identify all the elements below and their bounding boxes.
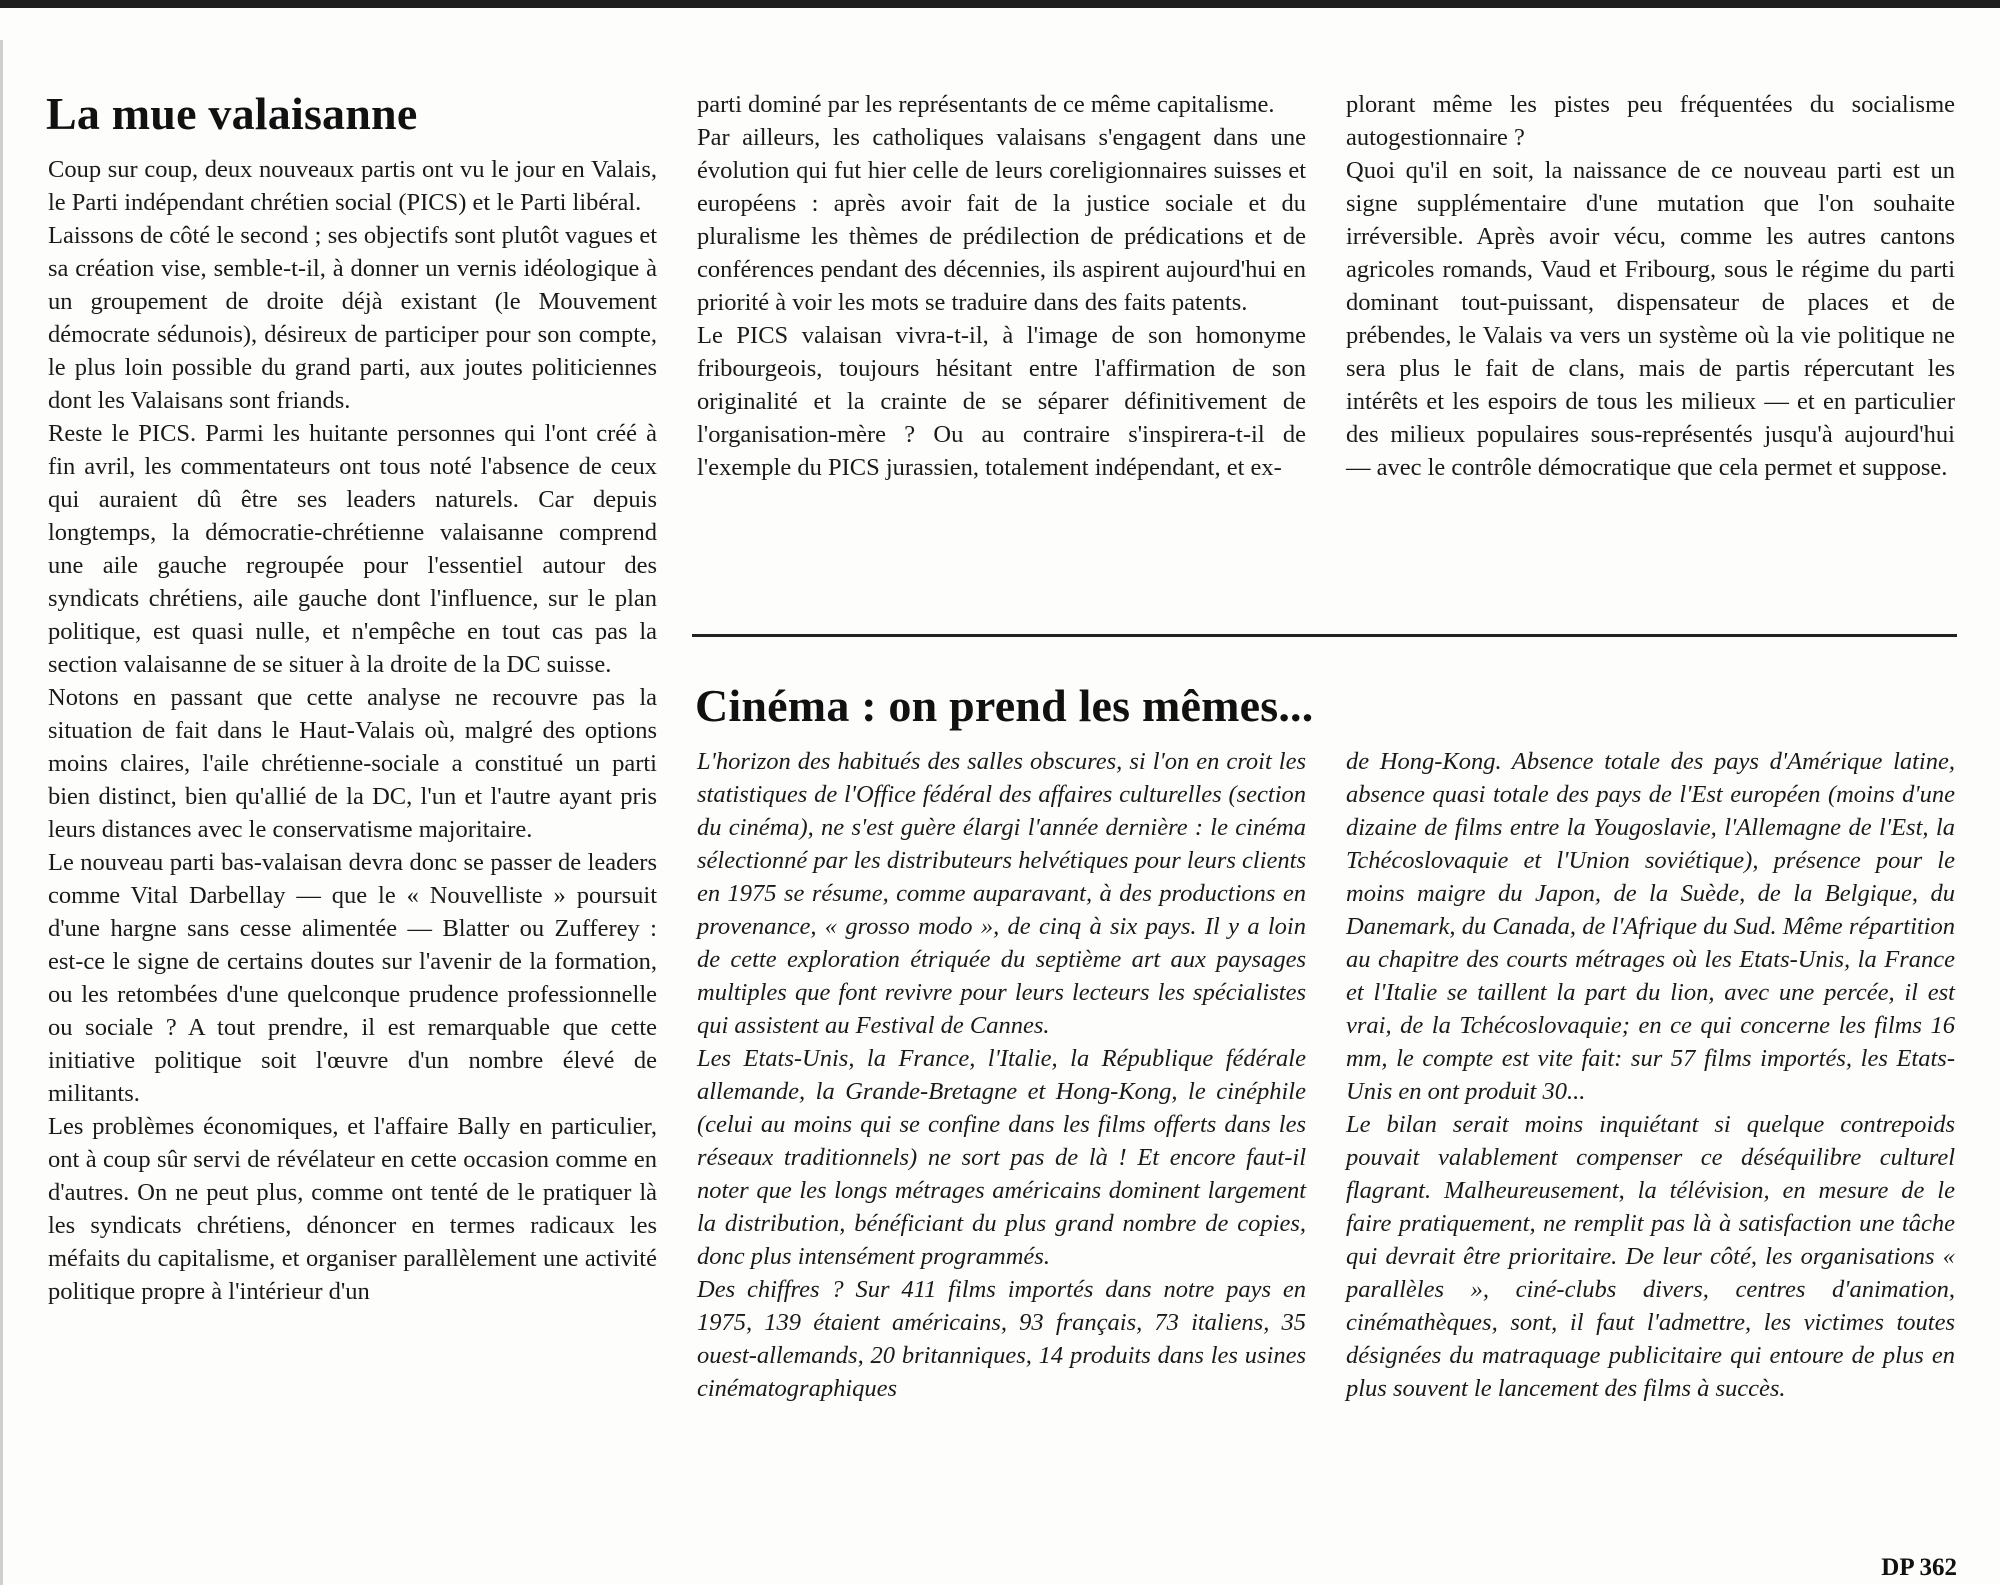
- paragraph: L'horizon des habitués des salles obscures, si l'on en croit les statistiques de l'Office fédéral des affaires culturelles (section du cinéma), ne s'est guère élargi l'année dernière : le cinéma sélectionné par les distributeurs helvétiques pour leurs clients en 1975 se résume, comme auparavant, à des productions en provenance, « grosso modo », de cinq à six pays. Il y a loin de cette exploration étriquée du septième art aux paysages multiples que font revivre pour leurs lecteurs les spécialistes qui assistent au Festival de Cannes.: [697, 748, 1307, 1039]
- paragraph: Par ailleurs, les catholiques valaisans s'engagent dans une évolution qui fut hier celle de leurs coreligionnaires suisses et européens : après avoir fait de la justice sociale et du pluralisme les thèmes de prédilection de prédications et de conférences pendant des décennies, ils aspirent aujourd'hui en priorité à voir les mots se traduire dans des faits patents.: [697, 124, 1306, 316]
- top-border: [0, 0, 2000, 8]
- article-title-mue-valaisanne: La mue valaisanne: [46, 88, 418, 139]
- article-title-cinema: Cinéma : on prend les mêmes...: [695, 680, 1314, 731]
- paragraph: Le bilan serait moins inquiétant si quelque contrepoids pouvait valablement compenser ce déséquilibre culturel flagrant. Malheureusement, la télévision, en mesure de le faire pratiquement, ne remplit pas là à satisfaction une tâche qui devrait être prioritaire. De leur côté, les organisations « parallèles », ciné-clubs divers, centres d'animation, cinémathèques, sont, il faut l'admettre, les victimes toutes désignées du matraquage publicitaire qui entoure de plus en plus souvent le lancement des films à succès.: [1346, 1111, 1955, 1402]
- article1-column-3: [1346, 88, 1955, 484]
- paragraph: de Hong-Kong. Absence totale des pays d'Amérique latine, absence quasi totale des pays de l'Est européen (moins d'une dizaine de films entre la Yougoslavie, l'Allemagne de l'Est, la Tchécoslovaquie et l'Union soviétique), présence pour le moins maigre du Japon, de la Suède, de la Belgique, du Danemark, du Canada, de l'Afrique du Sud. Même répartition au chapitre des courts métrages où les Etats-Unis, la France et l'Italie se taillent la part du lion, avec une percée, il est vrai, de la Tchécoslovaquie; en ce qui concerne les films 16 mm, le compte est vite fait: sur 57 films importés, les Etats-Unis en ont produit 30...: [1346, 748, 1955, 1105]
- page-edge-shadow: [0, 40, 3, 1585]
- paragraph: Laissons de côté le second ; ses objectifs sont plutôt vagues et sa création vise, semble-t-il, à donner un vernis idéologique à un groupement de droite déjà existant (le Mouvement démocrate sédunois), désireux de participer pour son compte, le plus loin possible du grand parti, aux joutes politiciennes dont les Valaisans sont friands.: [48, 222, 657, 414]
- paragraph: Le nouveau parti bas-valaisan devra donc se passer de leaders comme Vital Darbellay — que le « Nouvelliste » poursuit d'une hargne sans cesse alimentée — Blatter ou Zufferey : est-ce le signe de certains doutes sur l'avenir de la formation, ou les retombées d'une quelconque prudence professionnelle ou sociale ? A tout prendre, il est remarquable que cette initiative politique soit l'œuvre d'un nombre élevé de militants.: [48, 849, 657, 1107]
- paragraph: Notons en passant que cette analyse ne recouvre pas la situation de fait dans le Haut-Valais où, malgré des options moins claires, l'aile chrétienne-sociale a constitué un parti bien distinct, bien qu'allié de la DC, l'un et l'autre ayant pris leurs distances avec le conservatisme majoritaire.: [48, 684, 657, 843]
- paragraph: Reste le PICS. Parmi les huitante personnes qui l'ont créé à fin avril, les commentateurs ont tous noté l'absence de ceux qui auraient dû être ses leaders naturels. Car depuis longtemps, la démocratie-chrétienne valaisanne comprend une aile gauche regroupée pour l'essentiel autour des syndicats chrétiens, aile gauche dont l'influence, sur le plan politique, est quasi nulle, et n'empêche en tout cas pas la section valaisanne de se situer à la droite de la DC suisse.: [48, 420, 657, 678]
- article1-column-2: [697, 88, 1306, 484]
- paragraph: Des chiffres ? Sur 411 films importés dans notre pays en 1975, 139 étaient américains, 93 français, 73 italiens, 35 ouest-allemands, 20 britanniques, 14 produits dans les usines cinématographiques: [697, 1276, 1306, 1402]
- section-divider: [692, 634, 1957, 637]
- paragraph: Les problèmes économiques, et l'affaire Bally en particulier, ont à coup sûr servi de révélateur en cette occasion comme en d'autres. On ne peut plus, comme ont tenté de le pratiquer là les syndicats chrétiens, dénoncer en termes radicaux les méfaits du capitalisme, et organiser parallèlement une activité politique propre à l'intérieur d'un: [48, 1113, 657, 1305]
- paragraph: Coup sur coup, deux nouveaux partis ont vu le jour en Valais, le Parti indépendant chrétien social (PICS) et le Parti libéral.: [48, 156, 657, 216]
- paragraph: Les Etats-Unis, la France, l'Italie, la République fédérale allemande, la Grande-Bretagne et Hong-Kong, le cinéphile (celui au moins qui se confine dans les films offerts dans les réseaux traditionnels) ne sort pas de là ! Et encore faut-il noter que les longs métrages américains dominent largement la distribution, bénéficiant du plus grand nombre de copies, donc plus intensément programmés.: [697, 1045, 1306, 1270]
- article2-column-1: [697, 745, 1306, 1405]
- paragraph: Quoi qu'il en soit, la naissance de ce nouveau parti est un signe supplémentaire d'une mutation que l'on souhaite irréversible. Après avoir vécu, comme les autres cantons agricoles romands, Vaud et Fribourg, sous le régime du parti dominant tout-puissant, dispensateur de places et de prébendes, le Valais va vers un système où la vie politique ne sera plus le fait de clans, mais de partis répercutant les intérêts et les espoirs de tous les milieux — et en particulier des milieux populaires sous-représentés jusqu'à aujourd'hui — avec le contrôle démocratique que cela permet et suppose.: [1346, 157, 1955, 481]
- page-folio: DP 362: [1881, 1554, 1957, 1581]
- paragraph: parti dominé par les représentants de ce même capitalisme.: [697, 91, 1275, 118]
- paragraph: Le PICS valaisan vivra-t-il, à l'image de son homonyme fribourgeois, toujours hésitant entre l'affirmation de son originalité et la crainte de se séparer définitivement de l'organisation-mère ? Ou au contraire s'inspirera-t-il de l'exemple du PICS jurassien, totalement indépendant, et ex-: [697, 322, 1306, 481]
- article2-column-2: [1346, 745, 1955, 1405]
- article1-column-1: [48, 153, 657, 1308]
- paragraph: plorant même les pistes peu fréquentées du socialisme autogestionnaire ?: [1346, 91, 1955, 151]
